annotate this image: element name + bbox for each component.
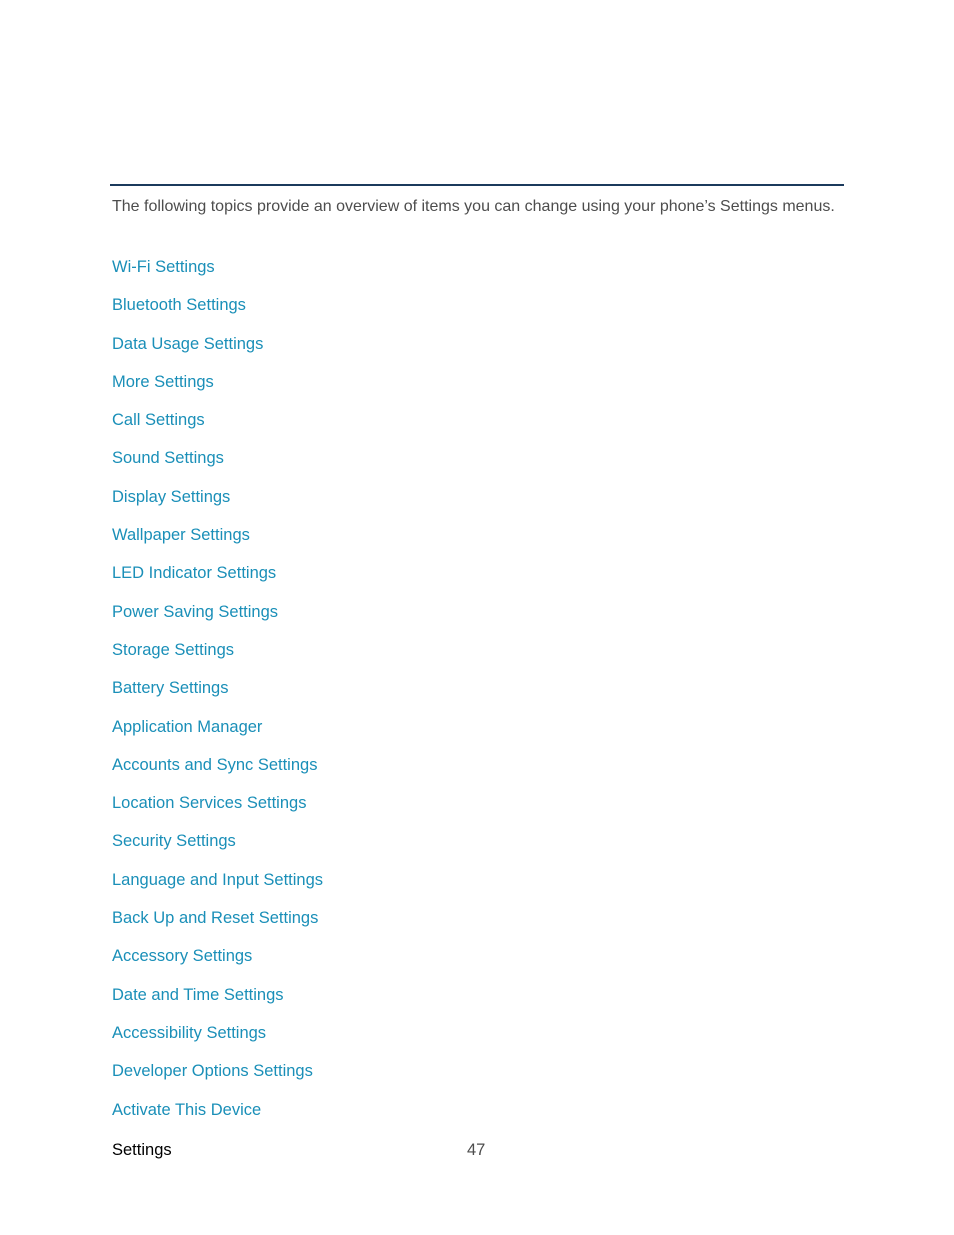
intro-paragraph: The following topics provide an overview of items you can change using your phone’s Settings menus.	[112, 198, 835, 215]
link-accounts-sync-settings[interactable]: Accounts and Sync Settings	[112, 755, 318, 774]
link-data-usage-settings[interactable]: Data Usage Settings	[112, 334, 264, 353]
link-bluetooth-settings[interactable]: Bluetooth Settings	[112, 296, 246, 315]
link-led-indicator-settings[interactable]: LED Indicator Settings	[112, 564, 277, 583]
link-accessibility-settings[interactable]: Accessibility Settings	[112, 1023, 267, 1042]
footer-section-title: Settings	[112, 1141, 172, 1159]
link-security-settings[interactable]: Security Settings	[112, 832, 236, 851]
link-storage-settings[interactable]: Storage Settings	[112, 640, 234, 659]
link-power-saving-settings[interactable]: Power Saving Settings	[112, 602, 279, 621]
link-wifi-settings[interactable]: Wi-Fi Settings	[112, 258, 215, 276]
link-more-settings[interactable]: More Settings	[112, 372, 214, 391]
link-call-settings[interactable]: Call Settings	[112, 411, 205, 430]
link-application-manager[interactable]: Application Manager	[112, 717, 263, 736]
link-activate-this-device[interactable]: Activate This Device	[112, 1100, 262, 1119]
header-rule	[110, 184, 844, 186]
footer-page-number: 47	[467, 1141, 486, 1159]
link-developer-options-settings[interactable]: Developer Options Settings	[112, 1062, 313, 1081]
settings-topic-list	[112, 255, 323, 1136]
link-location-services-settings[interactable]: Location Services Settings	[112, 794, 307, 813]
link-backup-reset-settings[interactable]: Back Up and Reset Settings	[112, 909, 319, 928]
link-wallpaper-settings[interactable]: Wallpaper Settings	[112, 526, 250, 545]
link-date-time-settings[interactable]: Date and Time Settings	[112, 985, 284, 1004]
link-sound-settings[interactable]: Sound Settings	[112, 449, 224, 468]
link-accessory-settings[interactable]: Accessory Settings	[112, 947, 253, 966]
link-language-input-settings[interactable]: Language and Input Settings	[112, 870, 324, 889]
link-display-settings[interactable]: Display Settings	[112, 487, 231, 506]
link-battery-settings[interactable]: Battery Settings	[112, 679, 229, 698]
